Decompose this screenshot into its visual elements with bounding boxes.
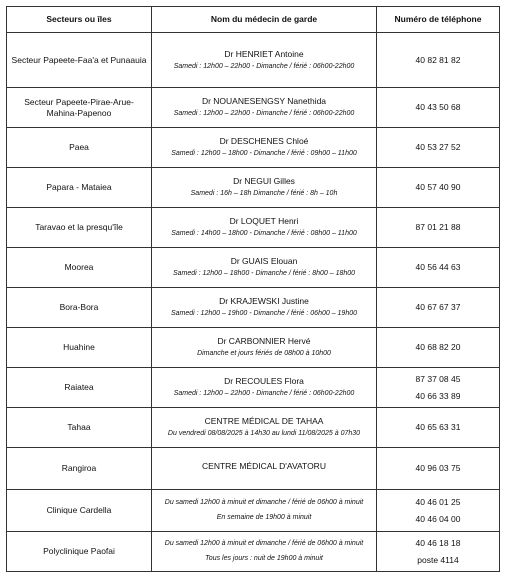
doctor-name: Dr HENRIET Antoine — [224, 48, 304, 59]
sector-cell: Taravao et la presqu'île — [7, 208, 152, 248]
doctor-cell — [152, 328, 377, 368]
duty-schedule: Samedi : 14h00 – 18h00 - Dimanche / férié : 08h00 – 11h00 — [171, 230, 357, 238]
phone-number: 40 67 67 37 — [415, 302, 461, 313]
table-row — [7, 88, 500, 128]
table-row — [7, 328, 500, 368]
sector-cell: Tahaa — [7, 408, 152, 448]
table-row — [7, 532, 500, 572]
table-row — [7, 368, 500, 408]
duty-schedule: Samedi : 12h00 – 18h00 - Dimanche / férié : 8h00 – 18h00 — [172, 270, 356, 278]
phone-cell — [377, 328, 500, 368]
phone-cell — [377, 208, 500, 248]
sector-cell: Secteur Papeete-Faa'a et Punaauia — [7, 33, 152, 88]
duty-schedule: En semaine de 19h00 à minuit — [216, 513, 312, 521]
table-row — [7, 248, 500, 288]
doctor-name: Dr NEGUI Gilles — [233, 176, 295, 187]
phone-number: 40 43 50 68 — [415, 102, 461, 113]
phone-number: 40 68 82 20 — [415, 342, 461, 353]
doctor-cell — [152, 88, 377, 128]
phone-number: 40 46 04 00 — [415, 513, 461, 524]
phone-cell — [377, 408, 500, 448]
sector-cell: Moorea — [7, 248, 152, 288]
table-row — [7, 448, 500, 490]
sector-cell: Bora-Bora — [7, 288, 152, 328]
doctor-cell — [152, 288, 377, 328]
doctor-name: Dr LOQUET Henri — [229, 216, 299, 227]
phone-number: 87 01 21 88 — [415, 222, 461, 233]
phone-number: 40 56 44 63 — [415, 262, 461, 273]
duty-schedule: Tous les jours : nuit de 19h00 à minuit — [205, 554, 323, 562]
doctor-name: Dr GUAIS Elouan — [230, 256, 298, 267]
doctor-name: Dr RECOULES Flora — [224, 376, 304, 387]
sector-cell: Polyclinique Paofai — [7, 532, 152, 572]
table-row — [7, 288, 500, 328]
table-row — [7, 208, 500, 248]
phone-cell — [377, 168, 500, 208]
doctor-cell — [152, 532, 377, 572]
phone-cell — [377, 368, 500, 408]
phone-number: 40 96 03 75 — [415, 463, 461, 474]
duty-schedule: Samedi : 12h00 – 22h00 - Dimanche / férié : 06h00-22h00 — [173, 110, 355, 118]
doctor-name: Dr DESCHENES Chloé — [219, 136, 309, 147]
header-row — [7, 7, 500, 33]
phone-cell — [377, 88, 500, 128]
phone-number: 40 82 81 82 — [415, 54, 461, 65]
table-row — [7, 168, 500, 208]
phone-number: 40 46 01 25 — [415, 497, 461, 508]
duty-schedule: Du vendredi 08/08/2025 à 14h30 au lundi 11/08/2025 à 07h30 — [167, 430, 361, 438]
sector-cell: Huahine — [7, 328, 152, 368]
phone-cell — [377, 33, 500, 88]
phone-number: 40 65 63 31 — [415, 422, 461, 433]
phone-cell — [377, 490, 500, 532]
table-row — [7, 33, 500, 88]
header-phone: Numéro de téléphone — [377, 7, 500, 33]
phone-number: 40 57 40 90 — [415, 182, 461, 193]
table-row — [7, 128, 500, 168]
doctor-cell — [152, 448, 377, 490]
doctor-cell — [152, 168, 377, 208]
header-doctor: Nom du médecin de garde — [152, 7, 377, 33]
sector-cell: Paea — [7, 128, 152, 168]
duty-schedule: Samedi : 12h00 – 22h00 - Dimanche / férié : 06h00-22h00 — [173, 390, 355, 398]
doctor-cell — [152, 368, 377, 408]
doctor-cell — [152, 208, 377, 248]
phone-cell — [377, 288, 500, 328]
duty-schedule: Samedi : 12h00 – 18h00 - Dimanche / férié : 09h00 – 11h00 — [171, 150, 357, 158]
duty-schedule: Samedi : 16h – 18h Dimanche / férié : 8h – 10h — [190, 190, 338, 198]
phone-cell — [377, 128, 500, 168]
doctor-cell — [152, 408, 377, 448]
on-call-doctors-table — [6, 6, 500, 572]
doctor-name: Dr NOUANESENGSY Nanethida — [201, 96, 327, 107]
doctor-name: Dr KRAJEWSKI Justine — [219, 296, 309, 307]
doctor-cell — [152, 33, 377, 88]
sector-cell: Papara - Mataiea — [7, 168, 152, 208]
duty-schedule: Dimanche et jours fériés de 08h00 à 10h00 — [197, 350, 331, 358]
phone-cell — [377, 248, 500, 288]
doctor-name: Dr CARBONNIER Hervé — [217, 336, 311, 347]
sector-cell: Rangiroa — [7, 448, 152, 490]
phone-number: 87 37 08 45 — [415, 374, 461, 385]
doctor-name: CENTRE MÉDICAL DE TAHAA — [204, 416, 324, 427]
phone-cell — [377, 532, 500, 572]
duty-schedule: Du samedi 12h00 à minuit et dimanche / férié de 06h00 à minuit — [164, 499, 364, 507]
doctor-cell — [152, 490, 377, 532]
duty-schedule: Du samedi 12h00 à minuit et dimanche / férié de 06h00 à minuit — [164, 540, 364, 548]
doctor-name: CENTRE MÉDICAL D'AVATORU — [202, 461, 326, 472]
table-row — [7, 490, 500, 532]
duty-schedule: Samedi : 12h00 – 22h00 - Dimanche / férié : 06h00-22h00 — [173, 62, 355, 70]
duty-schedule: Samedi : 12h00 – 19h00 - Dimanche / férié : 06h00 – 19h00 — [170, 310, 358, 318]
sector-cell: Raiatea — [7, 368, 152, 408]
doctor-cell — [152, 248, 377, 288]
phone-number: 40 66 33 89 — [415, 390, 461, 401]
phone-number: 40 53 27 52 — [415, 142, 461, 153]
sector-cell: Secteur Papeete-Pirae-Arue-Mahina-Papenoo — [7, 88, 152, 128]
header-sector: Secteurs ou îles — [7, 7, 152, 33]
doctor-cell — [152, 128, 377, 168]
sector-cell: Clinique Cardella — [7, 490, 152, 532]
table-row — [7, 408, 500, 448]
phone-number: 40 46 18 18 — [415, 538, 461, 549]
phone-cell — [377, 448, 500, 490]
phone-number: poste 4114 — [417, 554, 459, 565]
